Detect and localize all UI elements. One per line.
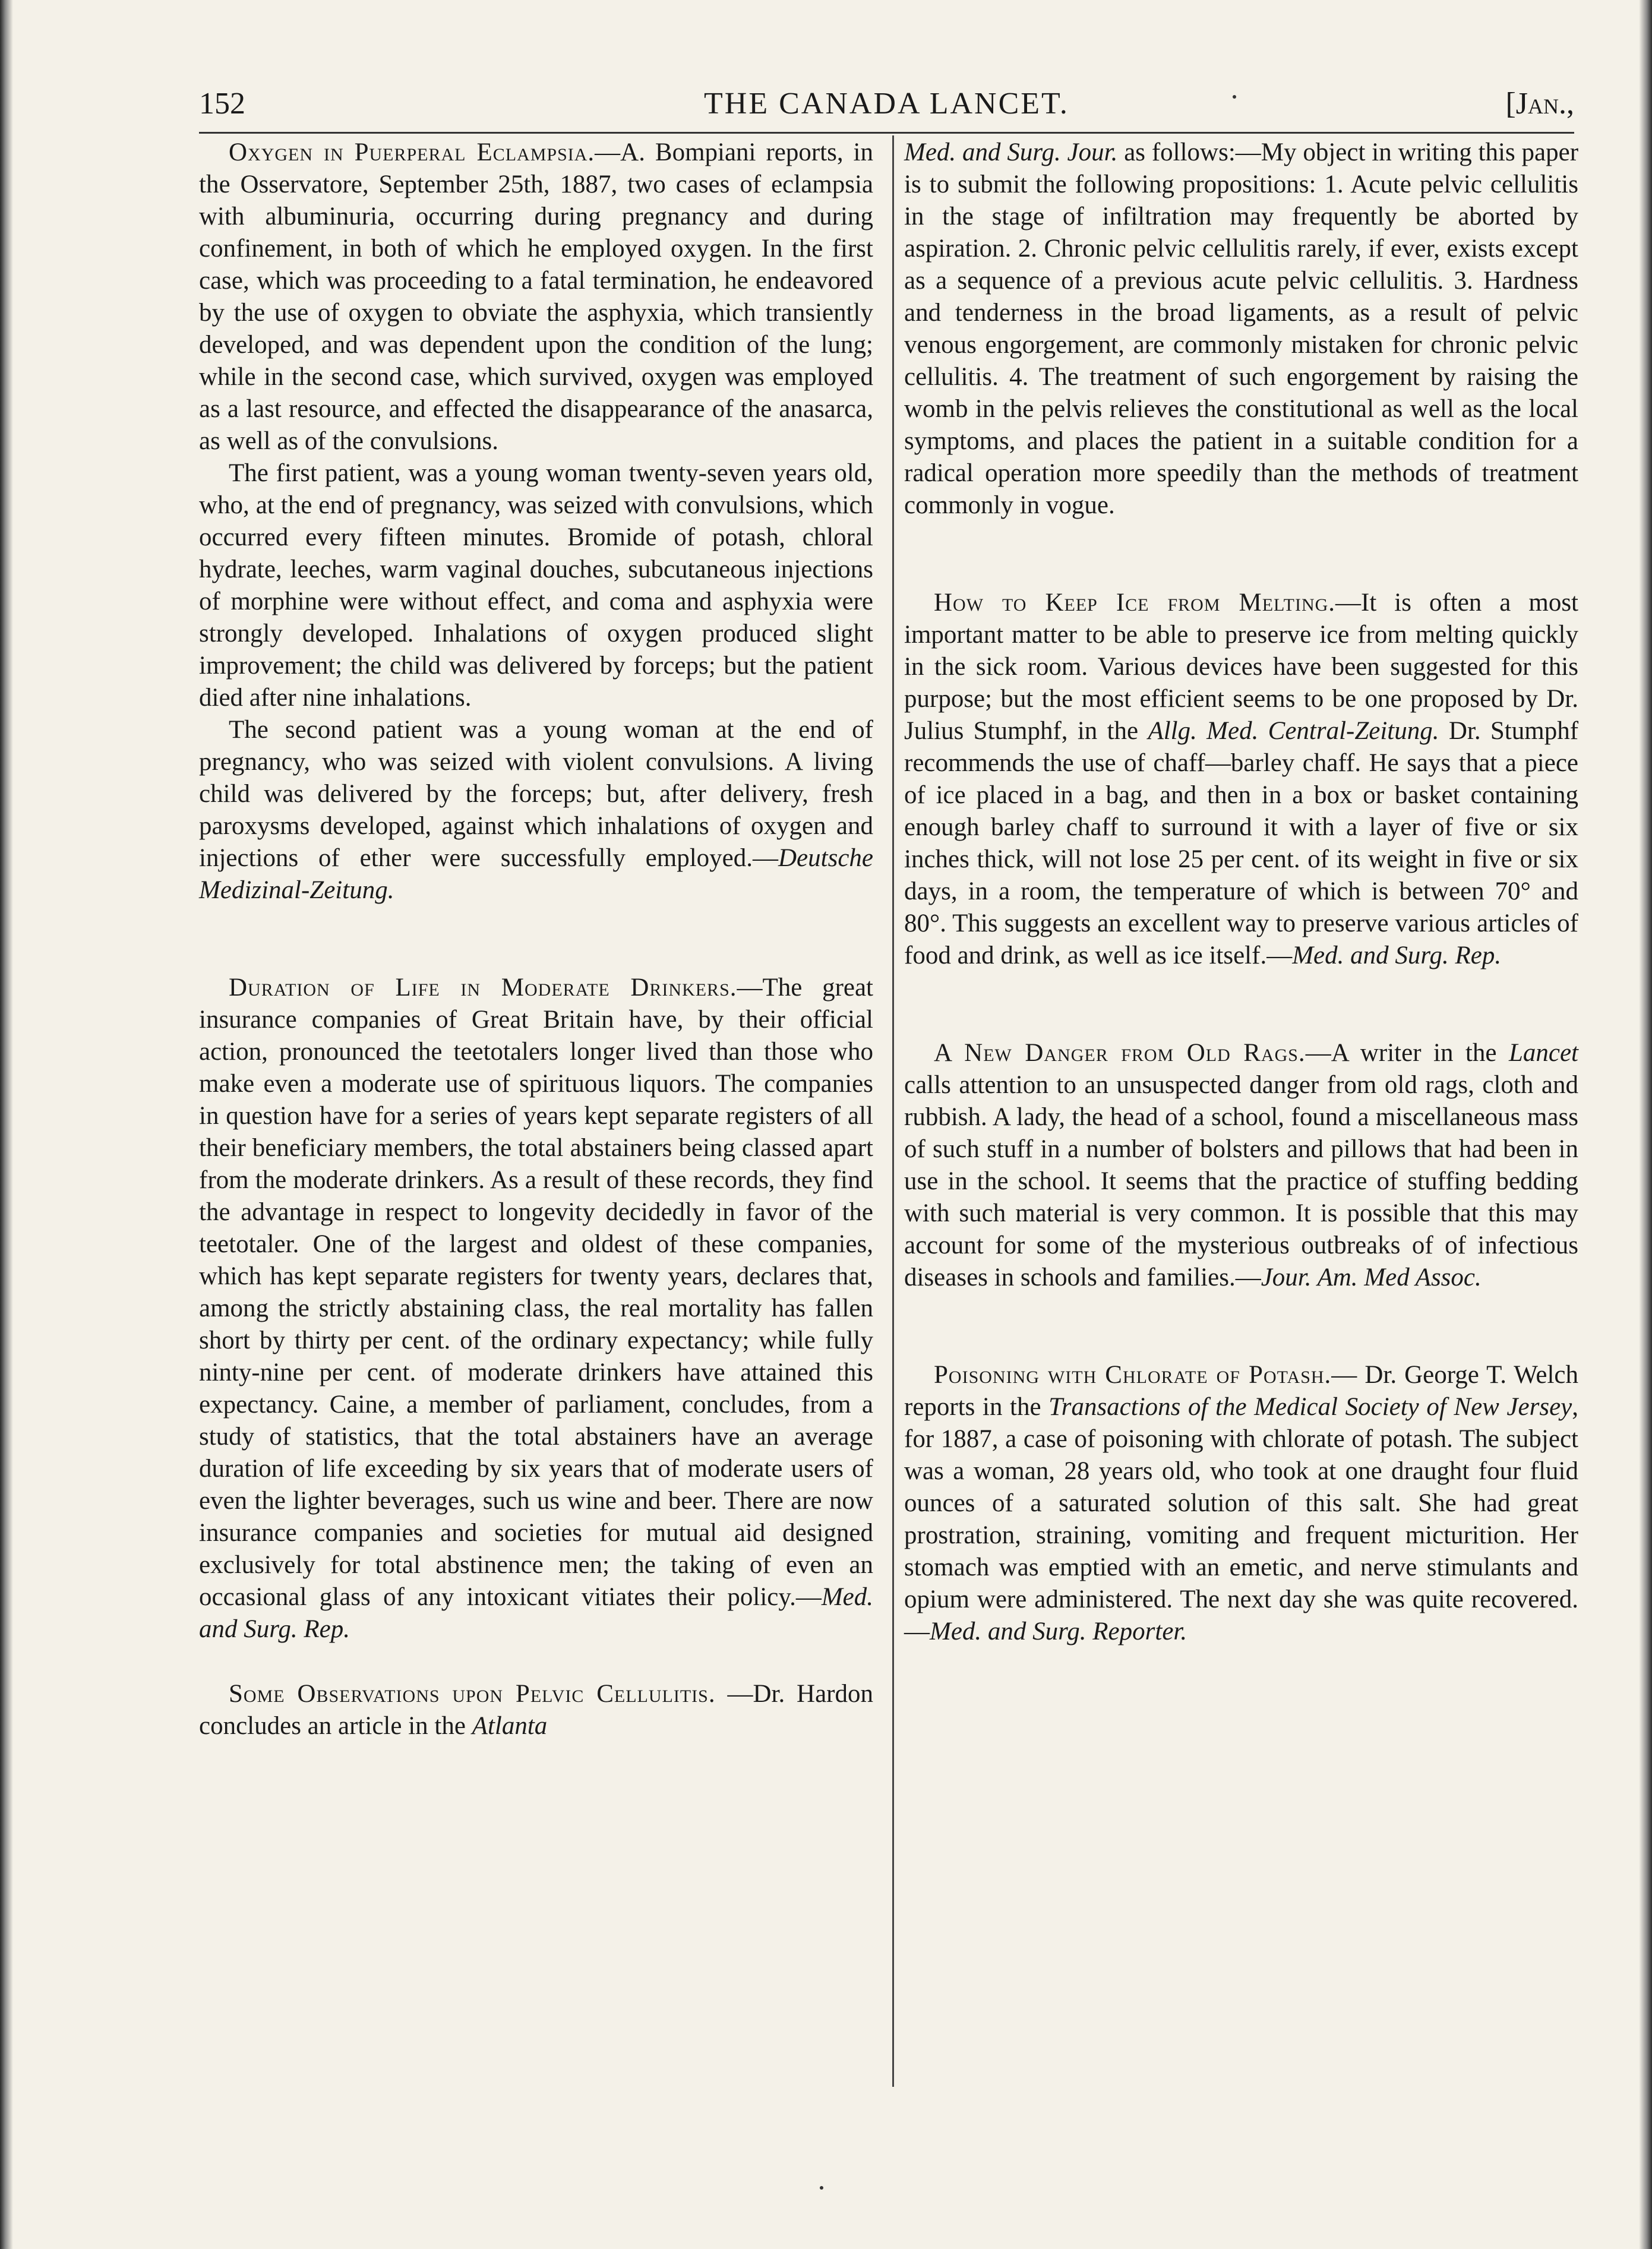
article-separator bbox=[904, 1294, 1578, 1359]
inline-source: Transactions of the Medical Society of New Jersey bbox=[1048, 1393, 1572, 1421]
article-keep-ice bbox=[904, 587, 1578, 972]
issue-month: [Jan., bbox=[1505, 87, 1574, 121]
column-divider bbox=[892, 135, 894, 2087]
article-paragraph: Duration of Life in Moderate Drinkers.—The great insurance companies of Great Britain have, by their official action, pronounced the teetotalers longer lived than those who make even a moderate use of spirituous liquors. The companies in question have for a series of years kept separate registers of all their beneficiary members, the total abstainers being classed apart from the moderate drinkers. As a result of these records, they find the advantage in respect to longevity decidedly in favor of the teetotaler. One of the largest and oldest of these companies, which has kept separate registers for twenty years, declares that, among the strictly abstaining class, the real mortality has fallen short by thirty per cent. of the ordinary expectancy; while fully ninty-nine per cent. of moderate drinkers have attained this expectancy. Caine, a member of parliament, concludes, from a study of statistics, that the total abstainers have an average duration of life exceeding by six years that of moderate users of even the lighter beverages, such us wine and beer. There are now insurance companies and societies for mutual aid designed exclusively for total abstinence men; the taking of even an occasional glass of any intoxicant vitiates their policy.—Med. and Surg. Rep. bbox=[199, 974, 873, 1643]
article-source: Med. and Surg. Rep. bbox=[1292, 942, 1502, 969]
inline-source: Allg. Med. Central-Zeitung. bbox=[1148, 717, 1439, 745]
article-heading: Duration of Life in Moderate Drinkers. bbox=[229, 974, 737, 1002]
journal-title: THE CANADA LANCET. bbox=[704, 87, 1069, 121]
article-heading: How to Keep Ice from Melting. bbox=[934, 589, 1336, 617]
article-separator bbox=[904, 522, 1578, 587]
article-old-rags bbox=[904, 1037, 1578, 1294]
print-speck bbox=[1233, 95, 1236, 99]
header-rule bbox=[199, 132, 1574, 134]
article-separator bbox=[904, 972, 1578, 1037]
article-paragraph: Poisoning with Chlorate of Potash.— Dr. George T. Welch reports in the Transactions of the Medical Society of New Jersey, for 1887, a case of poisoning with chlorate of potash. The subject was a woman, 28 years old, who took at one draught four fluid ounces of a saturated solution of this salt. She had great prostration, straining, vomiting and frequent micturition. Her stomach was emptied with an emetic, and nerve stimulants and opium were administered. The next day she was quite recovered.—Med. and Surg. Reporter. bbox=[904, 1361, 1578, 1645]
article-paragraph: Med. and Surg. Jour. as follows:—My object in writing this paper is to submit the following propositions: 1. Acute pelvic cellulitis in the stage of infiltration may frequently be aborted by aspiration. 2. Chronic pelvic cellulitis rarely, if ever, exists except as a sequence of a previous acute pelvic cellulitis. 3. Hardness and tenderness in the broad ligaments, as a result of pelvic venous engorgement, are commonly mistaken for chronic pelvic cellulitis. 4. The treatment of such engorgement by raising the womb in the pelvis relieves the constitutional as well as the local symptoms, and places the patient in a suitable condition for a radical operation more speedily than the methods of treatment commonly in vogue. bbox=[904, 138, 1579, 519]
article-source: Med. and Surg. Rep. bbox=[199, 1583, 873, 1643]
article-source: Deutsche Medizinal-Zeitung. bbox=[199, 844, 873, 904]
page-edge-shadow bbox=[0, 0, 13, 2249]
article-paragraph: How to Keep Ice from Melting.—It is often a most important matter to be able to preserve ice from melting quickly in the sick room. Various devices have been suggested for this purpose; but the most efficient seems to be one proposed by Dr. Julius Stumphf, in the Allg. Med. Central-Zeitung. Dr. Stumphf recommends the use of chaff—barley chaff. He says that a piece of ice placed in a bag, and then in a box or basket containing enough barley chaff to surround it with a layer of five or six inches thick, will not lose 25 per cent. of its weight in five or six days, in a room, the temperature of which is between 70° and 80°. This suggests an excellent way to preserve various articles of food and drink, as well as ice itself.—Med. and Surg. Rep. bbox=[904, 589, 1579, 969]
article-oxygen-eclampsia bbox=[199, 137, 873, 906]
page-number: 152 bbox=[199, 87, 245, 121]
article-heading: Poisoning with Chlorate of Potash. bbox=[934, 1361, 1332, 1389]
article-pelvic-cellulitis-continued bbox=[904, 137, 1578, 522]
page-header bbox=[199, 86, 1574, 128]
inline-source: Lancet bbox=[1508, 1039, 1578, 1067]
article-paragraph: A New Danger from Old Rags.—A writer in the Lancet calls attention to an unsuspected danger from old rags, cloth and rubbish. A lady, the head of a school, found a miscellaneous mass of such stuff in a number of bolsters and pillows that had been in use in the school. It seems that the practice of stuffing bedding with such material is very common. It is possible that this may account for some of the mysterious outbreaks of of infectious diseases in schools and families.—Jour. Am. Med Assoc. bbox=[904, 1039, 1578, 1291]
article-heading: Some Observations upon Pelvic Cellulitis. bbox=[229, 1680, 716, 1708]
article-heading: A New Danger from Old Rags. bbox=[934, 1039, 1306, 1067]
right-column bbox=[904, 137, 1578, 1648]
article-chlorate-potash bbox=[904, 1359, 1578, 1648]
article-paragraph: The first patient, was a young woman twenty-seven years old, who, at the end of pregnancy, was seized with convulsions, which occurred every fifteen minutes. Bromide of potash, chloral hydrate, leeches, warm vaginal douches, subcutaneous injections of morphine were without effect, and coma and asphyxia were strongly developed. Inhalations of oxygen produced slight improvement; the child was delivered by forceps; but the patient died after nine inhalations. bbox=[199, 459, 873, 712]
print-speck bbox=[820, 2186, 823, 2190]
article-source: Med. and Surg. Jour. bbox=[904, 138, 1118, 166]
article-paragraph: The second patient was a young woman at the end of pregnancy, who was seized with violent convulsions. A living child was delivered by the forceps; but, after delivery, fresh paroxysms developed, against which inhalations of oxygen and injections of ether were successfully employed.—Deutsche Medizinal-Zeitung. bbox=[199, 716, 873, 904]
article-heading: Oxygen in Puerperal Eclampsia. bbox=[229, 138, 595, 166]
article-separator bbox=[199, 906, 873, 972]
left-column bbox=[199, 137, 873, 1742]
article-source: Jour. Am. Med Assoc. bbox=[1261, 1264, 1482, 1291]
article-separator bbox=[199, 1645, 873, 1678]
article-paragraph: Oxygen in Puerperal Eclampsia.—A. Bompiani reports, in the Osservatore, September 25th, 1887, two cases of eclampsia with albuminuria, occurring during pregnancy and during confinement, in both of which he employed oxygen. In the first case, which was proceeding to a fatal termination, he endeavored by the use of oxygen to obviate the asphyxia, which transiently developed, and was dependent upon the condition of the lung; while in the second case, which survived, oxygen was employed as a last resource, and effected the disappearance of the anasarca, as well as of the convulsions. bbox=[199, 138, 873, 455]
article-source: Med. and Surg. Reporter. bbox=[930, 1618, 1187, 1645]
page-edge-shadow bbox=[1639, 0, 1652, 2249]
article-duration-of-life bbox=[199, 972, 873, 1645]
article-source: Atlanta bbox=[472, 1712, 548, 1740]
article-pelvic-cellulitis bbox=[199, 1678, 873, 1742]
article-paragraph: Some Observations upon Pelvic Cellulitis. —Dr. Hardon concludes an article in the Atlanta bbox=[199, 1680, 873, 1740]
